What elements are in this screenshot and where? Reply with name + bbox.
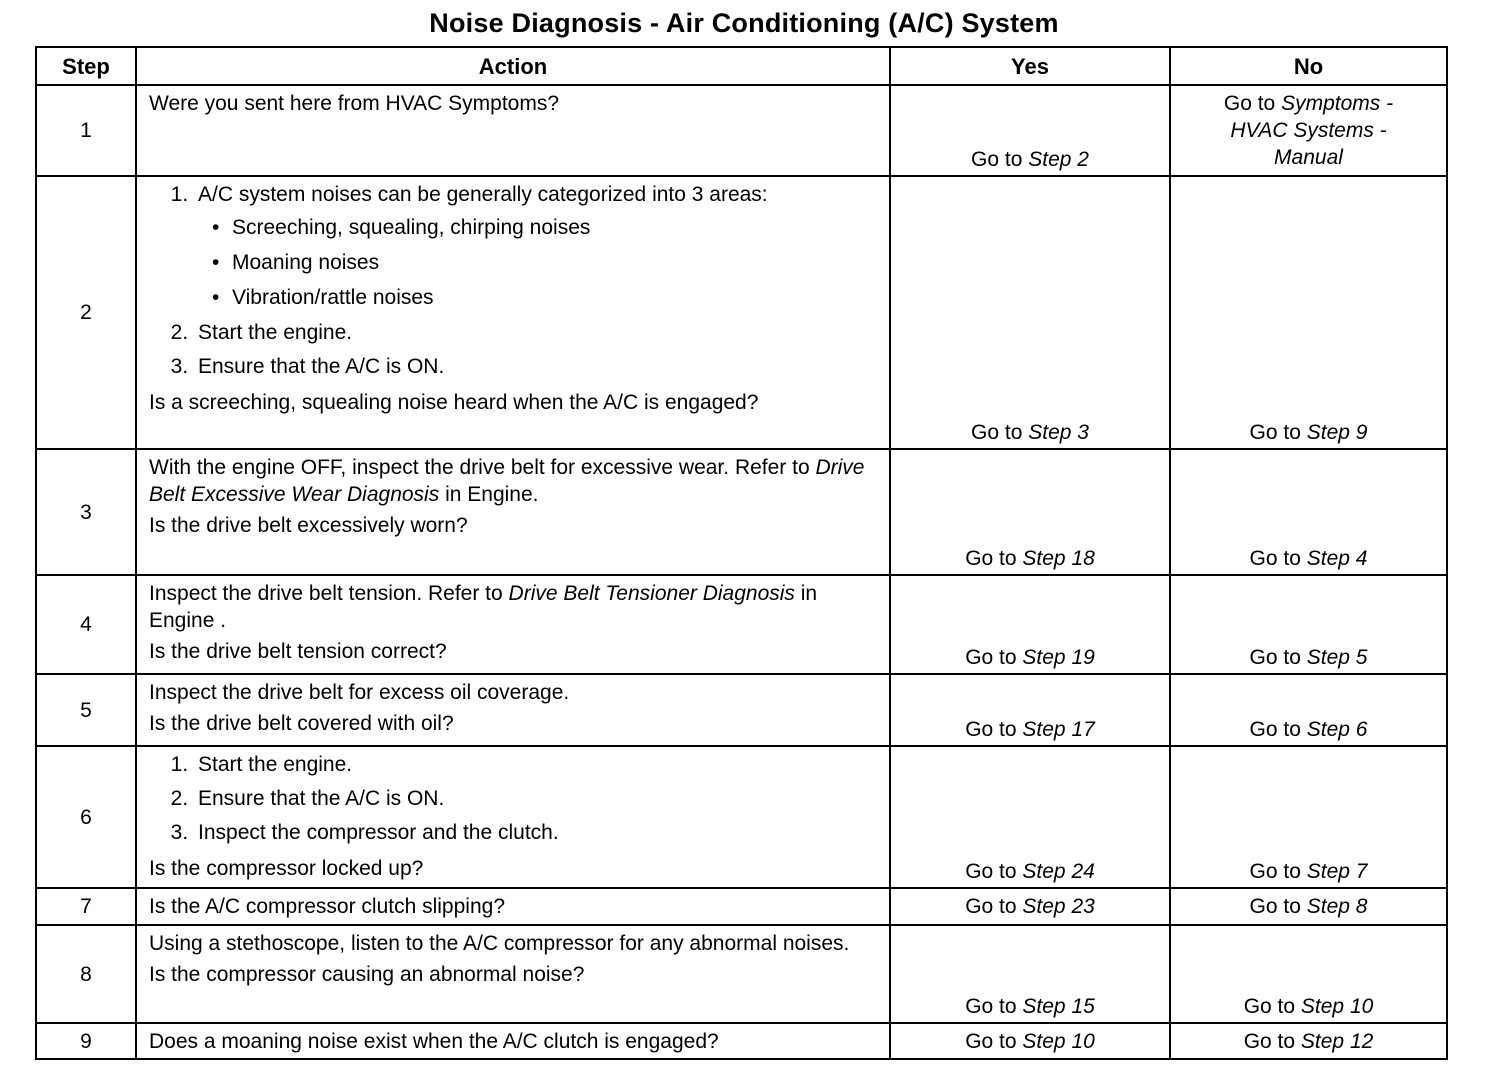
step-number: 5 bbox=[36, 674, 136, 746]
yes-cell[interactable] bbox=[890, 176, 1170, 449]
yes-cell[interactable] bbox=[890, 925, 1170, 1023]
step-number: 1 bbox=[36, 85, 136, 176]
goto-label: Go to bbox=[965, 995, 1017, 1018]
question-text: Is the compressor causing an abnormal noise? bbox=[149, 963, 585, 986]
procedure-list bbox=[149, 181, 881, 387]
no-target-link[interactable]: Step 10 bbox=[1300, 995, 1374, 1018]
no-cell[interactable] bbox=[1170, 674, 1447, 746]
goto-label: Go to bbox=[1249, 718, 1301, 741]
yes-target-link[interactable]: Step 19 bbox=[1022, 646, 1095, 669]
yes-cell[interactable] bbox=[890, 1023, 1170, 1059]
no-target-link-line-1[interactable]: Symptoms - bbox=[1281, 92, 1394, 115]
no-cell[interactable] bbox=[1170, 85, 1447, 176]
action-cell bbox=[136, 575, 890, 674]
no-cell[interactable] bbox=[1170, 575, 1447, 674]
goto-label: Go to bbox=[965, 895, 1017, 918]
goto-label: Go to bbox=[1223, 92, 1276, 115]
no-target-link-line-3[interactable]: Manual bbox=[1274, 146, 1343, 169]
list-item: 1. A/C system noises can be generally categorized into 3 areas: • Screeching, squealing, chirping noises • Moaning noises • Vibration/rattle noises bbox=[194, 181, 881, 311]
instruction-text: With the engine OFF, inspect the drive belt for excessive wear. Refer to Drive Belt Excessive Wear Diagnosis in Engine. bbox=[149, 456, 865, 506]
yes-target-link[interactable]: Step 23 bbox=[1022, 895, 1095, 918]
goto-label: Go to bbox=[1249, 860, 1301, 883]
goto-label: Go to bbox=[971, 148, 1023, 171]
no-target-link-line-2[interactable]: HVAC Systems - bbox=[1230, 119, 1387, 142]
step-number: 9 bbox=[36, 1023, 136, 1059]
goto-label: Go to bbox=[1249, 895, 1301, 918]
goto-label: Go to bbox=[965, 547, 1017, 570]
header-step: Step bbox=[36, 47, 136, 85]
page-title: Noise Diagnosis - Air Conditioning (A/C) System bbox=[429, 8, 1059, 38]
procedure-list bbox=[149, 751, 881, 853]
question-text: Is the compressor locked up? bbox=[149, 857, 424, 880]
list-item: 3. Ensure that the A/C is ON. bbox=[194, 353, 881, 380]
table-header-row bbox=[36, 47, 1447, 85]
header-no: No bbox=[1170, 47, 1447, 85]
question-text: Were you sent here from HVAC Symptoms? bbox=[149, 92, 560, 115]
instruction-text: Using a stethoscope, listen to the A/C compressor for any abnormal noises. bbox=[149, 932, 850, 955]
list-item: • Screeching, squealing, chirping noises bbox=[232, 214, 881, 241]
action-cell bbox=[136, 746, 890, 888]
table-row-step-9 bbox=[36, 1023, 1447, 1059]
diagnosis-table bbox=[35, 46, 1448, 1060]
no-cell[interactable] bbox=[1170, 746, 1447, 888]
table-row-step-8 bbox=[36, 925, 1447, 1023]
step-number: 2 bbox=[36, 176, 136, 449]
goto-label: Go to bbox=[965, 718, 1017, 741]
noise-category-list bbox=[198, 214, 881, 311]
no-cell[interactable] bbox=[1170, 449, 1447, 575]
no-cell[interactable] bbox=[1170, 925, 1447, 1023]
no-target-link[interactable]: Step 6 bbox=[1306, 718, 1368, 741]
list-item: 3. Inspect the compressor and the clutch. bbox=[194, 819, 881, 846]
yes-cell[interactable] bbox=[890, 575, 1170, 674]
goto-label: Go to bbox=[1249, 421, 1301, 444]
step-number: 7 bbox=[36, 888, 136, 925]
no-target-link[interactable]: Step 4 bbox=[1306, 547, 1368, 570]
header-yes: Yes bbox=[890, 47, 1170, 85]
step-number: 6 bbox=[36, 746, 136, 888]
yes-cell[interactable] bbox=[890, 888, 1170, 925]
no-cell[interactable] bbox=[1170, 888, 1447, 925]
no-target-link[interactable]: Step 5 bbox=[1306, 646, 1368, 669]
table-row-step-7 bbox=[36, 888, 1447, 925]
step-number: 4 bbox=[36, 575, 136, 674]
step-number: 8 bbox=[36, 925, 136, 1023]
no-target-link[interactable]: Step 9 bbox=[1306, 421, 1368, 444]
yes-cell[interactable] bbox=[890, 85, 1170, 176]
table-row-step-2 bbox=[36, 176, 1447, 449]
goto-label: Go to bbox=[1249, 646, 1301, 669]
yes-cell[interactable] bbox=[890, 746, 1170, 888]
yes-target-link[interactable]: Step 17 bbox=[1022, 718, 1095, 741]
goto-label: Go to bbox=[965, 646, 1017, 669]
question-text: Does a moaning noise exist when the A/C clutch is engaged? bbox=[149, 1029, 719, 1053]
reference-link[interactable]: Drive Belt Tensioner Diagnosis bbox=[508, 582, 795, 605]
action-cell bbox=[136, 176, 890, 449]
list-item: 2. Start the engine. bbox=[194, 319, 881, 346]
action-cell bbox=[136, 449, 890, 575]
yes-cell[interactable] bbox=[890, 449, 1170, 575]
goto-label: Go to bbox=[1243, 995, 1296, 1018]
no-target-link[interactable]: Step 8 bbox=[1306, 895, 1368, 918]
question-text: Is the drive belt tension correct? bbox=[149, 640, 447, 663]
no-cell[interactable] bbox=[1170, 176, 1447, 449]
question-text: Is the A/C compressor clutch slipping? bbox=[149, 895, 505, 918]
action-cell bbox=[136, 674, 890, 746]
table-row-step-3 bbox=[36, 449, 1447, 575]
table-row-step-4 bbox=[36, 575, 1447, 674]
question-text: Is the drive belt covered with oil? bbox=[149, 712, 454, 735]
question-text: Is a screeching, squealing noise heard when the A/C is engaged? bbox=[149, 391, 759, 414]
action-cell bbox=[136, 85, 890, 176]
list-item: • Moaning noises bbox=[232, 249, 881, 276]
action-cell bbox=[136, 925, 890, 1023]
reference-link[interactable]: Drive Belt Excessive Wear Diagnosis bbox=[149, 456, 865, 506]
yes-target-link[interactable]: Step 18 bbox=[1022, 547, 1095, 570]
yes-target-link[interactable]: Step 3 bbox=[1028, 421, 1089, 444]
instruction-text: Inspect the drive belt tension. Refer to Drive Belt Tensioner Diagnosis in Engine . bbox=[149, 582, 818, 632]
list-item: 2. Ensure that the A/C is ON. bbox=[194, 785, 881, 812]
yes-target-link[interactable]: Step 10 bbox=[1022, 1029, 1095, 1053]
no-cell[interactable] bbox=[1170, 1023, 1447, 1059]
goto-label: Go to bbox=[971, 421, 1023, 444]
goto-label: Go to bbox=[965, 860, 1017, 883]
list-item: 1. Start the engine. bbox=[194, 751, 881, 778]
table-row-step-5 bbox=[36, 674, 1447, 746]
yes-cell[interactable] bbox=[890, 674, 1170, 746]
table-row-step-1 bbox=[36, 85, 1447, 176]
yes-target-link[interactable]: Step 2 bbox=[1028, 148, 1089, 171]
no-target-link[interactable]: Step 7 bbox=[1306, 860, 1368, 883]
step-number: 3 bbox=[36, 449, 136, 575]
header-action: Action bbox=[136, 47, 890, 85]
goto-label: Go to bbox=[1249, 547, 1301, 570]
no-target-link[interactable]: Step 12 bbox=[1300, 1029, 1374, 1053]
action-cell bbox=[136, 1023, 890, 1059]
yes-target-link[interactable]: Step 24 bbox=[1022, 860, 1095, 883]
instruction-text: Inspect the drive belt for excess oil coverage. bbox=[149, 681, 570, 704]
table-row-step-6 bbox=[36, 746, 1447, 888]
goto-label: Go to bbox=[965, 1029, 1017, 1053]
goto-label: Go to bbox=[1243, 1029, 1296, 1053]
list-item: • Vibration/rattle noises bbox=[232, 284, 881, 311]
question-text: Is the drive belt excessively worn? bbox=[149, 514, 468, 537]
action-cell bbox=[136, 888, 890, 925]
yes-target-link[interactable]: Step 15 bbox=[1022, 995, 1095, 1018]
